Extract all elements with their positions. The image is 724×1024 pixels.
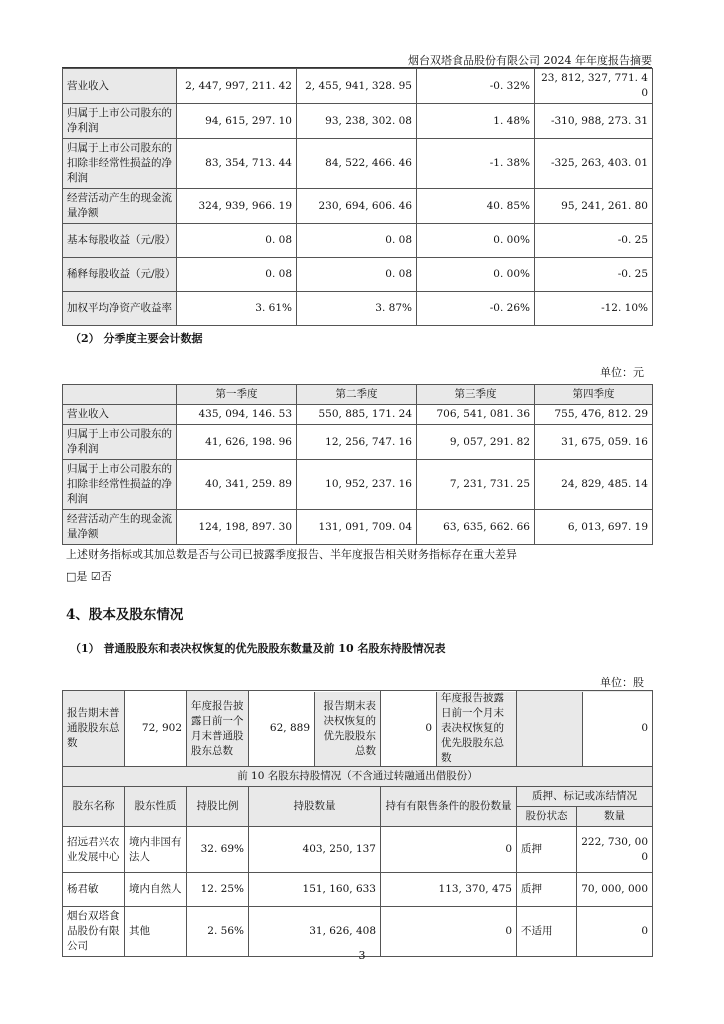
shareholder-row bbox=[63, 827, 653, 873]
quarterly-value-q1: 40, 341, 259. 89 bbox=[177, 460, 297, 510]
header-ratio: 持股比例 bbox=[187, 787, 249, 827]
shareholder-amount: 70, 000, 000 bbox=[577, 873, 653, 907]
row-label: 归属于上市公司股东的净利润 bbox=[63, 104, 177, 139]
quarterly-row bbox=[63, 510, 653, 545]
quarterly-row-label: 经营活动产生的现金流量净额 bbox=[63, 510, 177, 545]
summary-value-2: 62, 889 bbox=[249, 692, 315, 766]
row-value-c4: -310, 988, 273. 31 bbox=[535, 104, 653, 139]
main-table-row bbox=[63, 139, 653, 189]
row-label: 稀释每股收益（元/股） bbox=[63, 258, 177, 292]
row-label: 加权平均净资产收益率 bbox=[63, 292, 177, 326]
row-value-c2: 2, 455, 941, 328. 95 bbox=[297, 69, 417, 104]
summary-value-2-and-label-3 bbox=[249, 691, 381, 767]
shareholder-unit: 单位：股 bbox=[600, 676, 644, 689]
row-value-c3: 0. 00% bbox=[417, 258, 535, 292]
row-value-c4: 23, 812, 327, 771. 40 bbox=[535, 69, 653, 104]
row-value-c2: 3. 87% bbox=[297, 292, 417, 326]
shareholder-name: 烟台双塔食品股份有限公司 bbox=[63, 907, 125, 957]
row-value-c3: 40. 85% bbox=[417, 189, 535, 224]
quarterly-value-q2: 550, 885, 171. 24 bbox=[297, 405, 417, 425]
shareholder-ratio: 12. 25% bbox=[187, 873, 249, 907]
row-label: 经营活动产生的现金流量净额 bbox=[63, 189, 177, 224]
summary-value-1: 72, 902 bbox=[125, 691, 187, 767]
row-label: 归属于上市公司股东的扣除非经常性损益的净利润 bbox=[63, 139, 177, 189]
row-label: 营业收入 bbox=[63, 69, 177, 104]
row-value-c3: 1. 48% bbox=[417, 104, 535, 139]
main-table-row bbox=[63, 258, 653, 292]
shareholder-restricted: 0 bbox=[381, 907, 517, 957]
quarterly-value-q1: 435, 094, 146. 53 bbox=[177, 405, 297, 425]
main-table-row bbox=[63, 189, 653, 224]
summary-label-4: 年度报告披露日前一个月末表决权恢复的优先股股东总数 bbox=[437, 692, 516, 766]
summary-label-2: 年度报告披露日前一个月末普通股股东总数 bbox=[187, 691, 249, 767]
header-name: 股东名称 bbox=[63, 787, 125, 827]
shareholder-status: 质押 bbox=[517, 873, 577, 907]
main-table-row bbox=[63, 104, 653, 139]
header-restricted: 持有有限售条件的股份数量 bbox=[381, 787, 517, 827]
header-amount: 数量 bbox=[577, 807, 653, 827]
quarterly-value-q2: 12, 256, 747. 16 bbox=[297, 425, 417, 460]
header-status: 股份状态 bbox=[517, 807, 577, 827]
shareholder-ratio: 32. 69% bbox=[187, 827, 249, 873]
shareholder-qty: 151, 160, 633 bbox=[249, 873, 381, 907]
quarterly-choice: □是 ☑否 bbox=[66, 570, 112, 583]
quarterly-header-blank bbox=[63, 385, 177, 405]
row-value-c4: -12. 10% bbox=[535, 292, 653, 326]
shareholder-name: 招远君兴农业发展中心 bbox=[63, 827, 125, 873]
row-value-c1: 2, 447, 997, 211. 42 bbox=[177, 69, 297, 104]
shareholder-amount: 222, 730, 000 bbox=[577, 827, 653, 873]
quarterly-header-q2: 第二季度 bbox=[297, 385, 417, 405]
row-value-c4: -0. 25 bbox=[535, 258, 653, 292]
shareholder-qty: 31, 626, 408 bbox=[249, 907, 381, 957]
shareholder-nature: 其他 bbox=[125, 907, 187, 957]
quarterly-value-q3: 63, 635, 662. 66 bbox=[417, 510, 535, 545]
row-value-c4: -325, 263, 403. 01 bbox=[535, 139, 653, 189]
row-value-c2: 93, 238, 302. 08 bbox=[297, 104, 417, 139]
section-4-subtitle: （1） 普通股股东和表决权恢复的优先股股东数量及前 10 名股东持股情况表 bbox=[70, 642, 446, 655]
summary-value-3-and-label-4 bbox=[381, 691, 517, 767]
shareholder-amount: 0 bbox=[577, 907, 653, 957]
row-value-c2: 230, 694, 606. 46 bbox=[297, 189, 417, 224]
row-value-c3: 0. 00% bbox=[417, 224, 535, 258]
quarterly-header-q3: 第三季度 bbox=[417, 385, 535, 405]
page-header: 烟台双塔食品股份有限公司 2024 年年度报告摘要 bbox=[408, 54, 652, 67]
quarterly-row-label: 归属于上市公司股东的净利润 bbox=[63, 425, 177, 460]
quarterly-row bbox=[63, 460, 653, 510]
header-pledge: 质押、标记或冻结情况 bbox=[517, 787, 653, 807]
shareholder-nature: 境内自然人 bbox=[125, 873, 187, 907]
quarterly-table bbox=[62, 384, 653, 545]
main-table-row bbox=[63, 292, 653, 326]
row-value-c3: -1. 38% bbox=[417, 139, 535, 189]
shareholder-name: 杨君敏 bbox=[63, 873, 125, 907]
section-4-title: 4、股本及股东情况 bbox=[66, 607, 184, 623]
quarterly-header-q4: 第四季度 bbox=[535, 385, 653, 405]
row-value-c1: 83, 354, 713. 44 bbox=[177, 139, 297, 189]
quarterly-value-q4: 31, 675, 059. 16 bbox=[535, 425, 653, 460]
row-value-c4: 95, 241, 261. 80 bbox=[535, 189, 653, 224]
row-value-c1: 3. 61% bbox=[177, 292, 297, 326]
quarterly-value-q4: 6, 013, 697. 19 bbox=[535, 510, 653, 545]
quarterly-value-q4: 755, 476, 812. 29 bbox=[535, 405, 653, 425]
page-number: 3 bbox=[358, 949, 366, 962]
shareholder-status: 不适用 bbox=[517, 907, 577, 957]
row-label: 基本每股收益（元/股） bbox=[63, 224, 177, 258]
summary-label-4-cont bbox=[517, 691, 653, 767]
row-value-c1: 0. 08 bbox=[177, 224, 297, 258]
quarterly-value-q1: 124, 198, 897. 30 bbox=[177, 510, 297, 545]
row-value-c1: 324, 939, 966. 19 bbox=[177, 189, 297, 224]
summary-value-3: 0 bbox=[381, 692, 437, 766]
main-financial-table bbox=[62, 68, 653, 326]
main-table-row bbox=[63, 224, 653, 258]
row-value-c3: -0. 32% bbox=[417, 69, 535, 104]
quarterly-note: 上述财务指标或其加总数是否与公司已披露季度报告、半年度报告相关财务指标存在重大差异 bbox=[66, 548, 517, 561]
quarterly-value-q4: 24, 829, 485. 14 bbox=[535, 460, 653, 510]
header-qty: 持股数量 bbox=[249, 787, 381, 827]
shareholder-status: 质押 bbox=[517, 827, 577, 873]
quarterly-row bbox=[63, 405, 653, 425]
shareholder-qty: 403, 250, 137 bbox=[249, 827, 381, 873]
quarterly-header-q1: 第一季度 bbox=[177, 385, 297, 405]
row-value-c2: 84, 522, 466. 46 bbox=[297, 139, 417, 189]
header-nature: 股东性质 bbox=[125, 787, 187, 827]
row-value-c2: 0. 08 bbox=[297, 224, 417, 258]
shareholder-restricted: 113, 370, 475 bbox=[381, 873, 517, 907]
quarterly-row-label: 归属于上市公司股东的扣除非经常性损益的净利润 bbox=[63, 460, 177, 510]
quarterly-value-q3: 7, 231, 731. 25 bbox=[417, 460, 535, 510]
quarterly-unit: 单位：元 bbox=[600, 366, 644, 379]
quarterly-row bbox=[63, 425, 653, 460]
shareholder-ratio: 2. 56% bbox=[187, 907, 249, 957]
shareholder-row bbox=[63, 873, 653, 907]
row-value-c1: 0. 08 bbox=[177, 258, 297, 292]
shareholder-restricted: 0 bbox=[381, 827, 517, 873]
quarterly-value-q2: 131, 091, 709. 04 bbox=[297, 510, 417, 545]
row-value-c1: 94, 615, 297. 10 bbox=[177, 104, 297, 139]
row-value-c4: -0. 25 bbox=[535, 224, 653, 258]
summary-label-1: 报告期末普通股股东总数 bbox=[63, 691, 125, 767]
quarterly-row-label: 营业收入 bbox=[63, 405, 177, 425]
quarterly-section-title: （2） 分季度主要会计数据 bbox=[70, 332, 203, 345]
row-value-c2: 0. 08 bbox=[297, 258, 417, 292]
main-table-row bbox=[63, 69, 653, 104]
shareholder-table bbox=[62, 690, 653, 957]
quarterly-value-q1: 41, 626, 198. 96 bbox=[177, 425, 297, 460]
shareholder-nature: 境内非国有法人 bbox=[125, 827, 187, 873]
quarterly-value-q2: 10, 952, 237. 16 bbox=[297, 460, 417, 510]
quarterly-value-q3: 9, 057, 291. 82 bbox=[417, 425, 535, 460]
top10-title: 前 10 名股东持股情况（不含通过转融通出借股份） bbox=[63, 767, 653, 787]
row-value-c3: -0. 26% bbox=[417, 292, 535, 326]
quarterly-value-q3: 706, 541, 081. 36 bbox=[417, 405, 535, 425]
summary-value-4: 0 bbox=[582, 692, 652, 766]
summary-label-3: 报告期末表决权恢复的优先股股东总数 bbox=[315, 692, 380, 766]
